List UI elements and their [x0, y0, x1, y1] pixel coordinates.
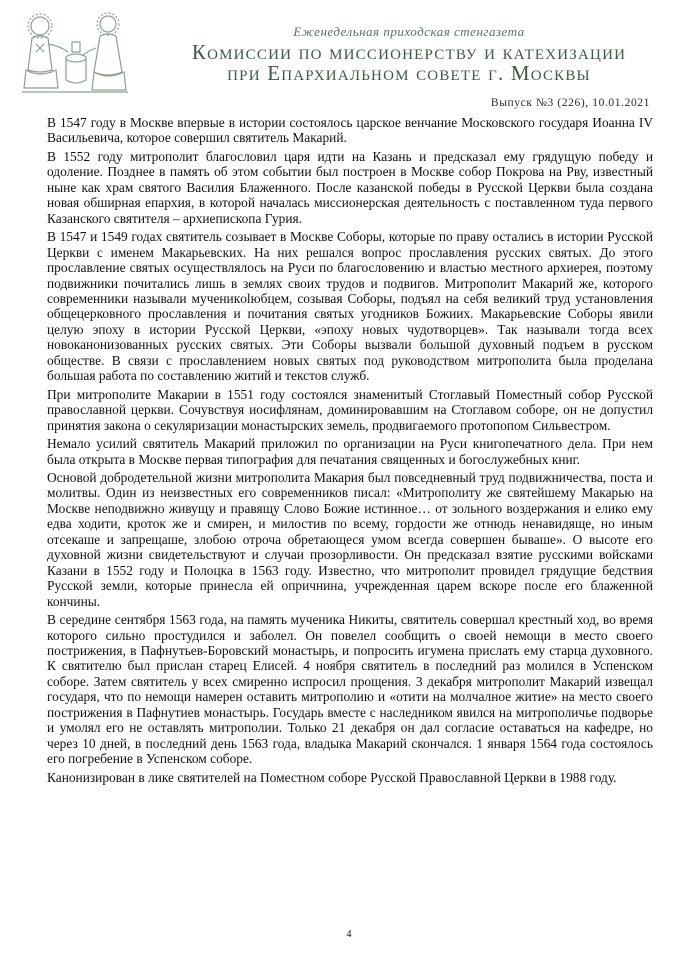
- paragraph: В 1547 году в Москве впервые в истории состоялось царское венчание Московского государя Иоанна IV Васильевича, которое совершил святитель Макарий.: [47, 115, 653, 146]
- paragraph: Канонизирован в лике святителей на Поместном соборе Русской Православной Церкви в 1988 году.: [47, 769, 617, 785]
- paragraph: Немало усилий святитель Макарий приложил по организации на Руси книгопечатного дела. При нем была открыта в Москве первая типография для печатания священных и богослужебных книг.: [47, 436, 653, 467]
- paragraph: Основой добродетельной жизни митрополита Макария был повседневный труд подвижничества, поста и молитвы. Один из неизвестных его современников писал: «Митрополиту же святейшему Макарью на Москве неподвижно живущу и правящу Слово Божие истинное… от зольного воздержания и елико ему едва ходити, кроток же и смирен, и милостив по всему, гордости же отнюдь ненавидяще, но иным отсекаше и запрещаше, злобою отроча обретающеся умом всегда совершен бываше». О высоте его духовной жизни свидетельствуют и случаи прозорливости. Он предсказал взятие русскими войсками Казани в 1552 году и Полоцка в 1563 году. Известно, что митрополит провидел грядущие бедствия Русской земли, которые принесла ей опричнина, учрежденная царем вскоре после его блаженной кончины.: [47, 469, 653, 609]
- page-header: [0, 0, 698, 92]
- christ-samaritan-woman-icon: [16, 8, 134, 96]
- paragraph: В середине сентября 1563 года, на память мученика Никиты, святитель совершал крестный ход, во время которого сильно простудился и заболел. Он повелел сообщить о своей немощи в место своего пострижения, в Пафнутьев-Боровский монастырь, и попросить игумена прислать ему старца духовного. К святителю был прислан старец Елисей. 4 ноября святитель в последний раз молился в Успенском соборе. Затем святитель у всех смиренно испросил прощения. 3 декабря митрополит Макарий извещал государя, что по немощи намерен оставить митрополию и «отити на молчалное житие» на место своего пострижения в Пафнутиев монастырь. Государь вместе с наследником явился на митрополичье подворье и умолял его не оставлять митрополии. Только 21 декабря он дал согласие оставаться на кафедре, но через 10 дней, в последний день 1563 года, владыка Макарий скончался. 1 января 1564 года состоялось его погребение в Успенском соборе.: [47, 612, 653, 767]
- paragraph: В 1547 и 1549 годах святитель созывает в Москве Соборы, которые по праву остались в истории Русской Церкви с именем Макарьевских. На них решался вопрос прославления русских святых. До этого прославление святых осуществлялось на Руси по благословению и властью местного архиерея, поэтому подвижники почитались лишь в землях своих трудов и подвигов. Митрополит Макарий же, которого современники называли мученикolюбцем, созывая Соборы, подъял на себя великий труд установления общецерковного прославления и почитания святых угодников Божиих. Макарьевские Соборы явили целую эпоху в истории Русской Церкви, «эпоху новых чудотворцев». Так называли тогда всех новоканонизованных русских святых. Эти Соборы вызвали большой духовный подъем в русском обществе. В связи с прославлением новых святых под руководством митрополита была проделана большая работа по составлению житий и текстов служб.: [47, 229, 653, 384]
- issue-info: Выпуск №3 (226), 10.01.2021: [490, 97, 650, 109]
- weekly-label: Еженедельная приходская стенгазета: [293, 24, 525, 39]
- newspaper-title-line-1: Комиссии по миссионерству и катехизации: [191, 40, 627, 64]
- paragraph: В 1552 году митрополит благословил царя идти на Казань и предсказал ему грядущую победу и одоление. Позднее в память об этом событии был построен в Москве собор Покрова на Рву, известный ныне как храм святого Василия Блаженного. После казанской победы в Русской Церкви была создана новая обширная епархия, в которой началась миссионерская деятельность с поставленном туда первого Казанского святителя – архиепископа Гурия.: [47, 148, 653, 226]
- newspaper-title-line-2: при Епархиальном совете г. Москвы: [227, 61, 591, 85]
- article-body: [47, 115, 653, 788]
- paragraph: При митрополите Макарии в 1551 году состоялся знаменитый Стоглавый Поместный собор Русской православной церкви. Сочувствуя иосифлянам, доминировавшим на Стоглавом соборе, он не допустил принятия закона о секуляризации монастырских земель, продвигаемого протопопом Сильвестром.: [47, 386, 653, 433]
- page-number: 4: [346, 929, 352, 940]
